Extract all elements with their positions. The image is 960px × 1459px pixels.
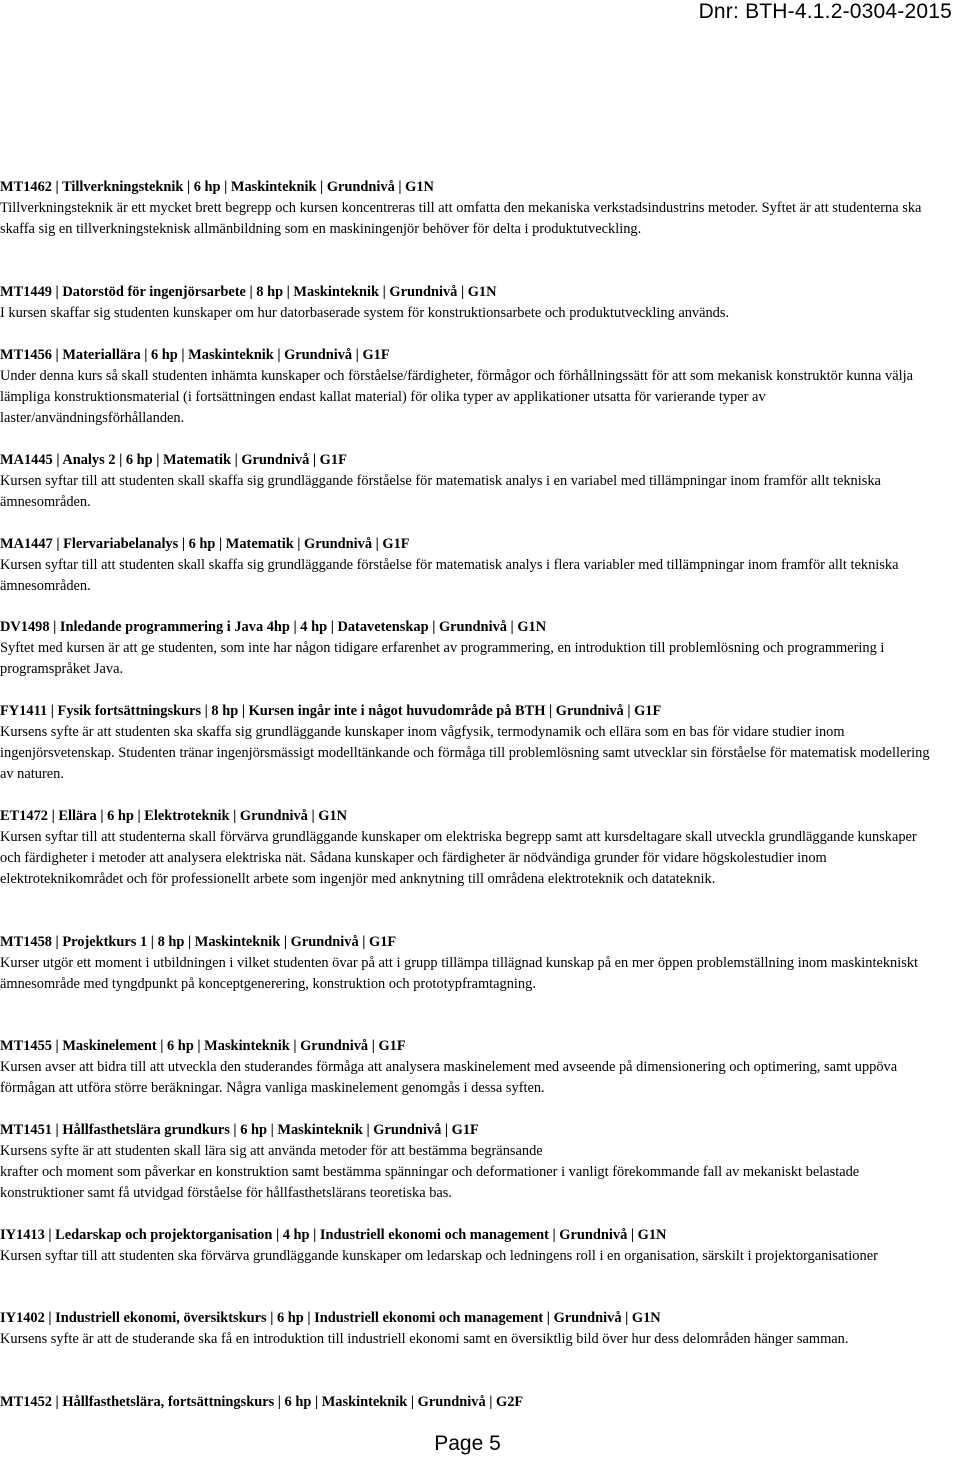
course-entry	[0, 1225, 940, 1267]
course-description: Kursens syfte är att de studerande ska få en introduktion till industriell ekonomi samt en översiktlig bild över hur dess delområden hänger samman.	[0, 1331, 849, 1347]
document-number: Dnr: BTH-4.1.2-0304-2015	[698, 0, 952, 23]
course-title: MT1455 | Maskinelement | 6 hp | Maskinteknik | Grundnivå | G1F	[0, 1038, 406, 1054]
course-title: IY1413 | Ledarskap och projektorganisation | 4 hp | Industriell ekonomi och management | Grundnivå | G1N	[0, 1227, 667, 1243]
course-description: Kursen syftar till att studenten ska förvärva grundläggande kunskaper om ledarskap och ledningens roll i en organisation, särskilt i projektorganisationer	[0, 1248, 878, 1264]
course-entry	[0, 282, 940, 324]
course-description: Kurser utgör ett moment i utbildningen i vilket studenten övar på att i grupp tillämpa tillägnad kunskap på en mer öppen problemställning inom maskintekniskt ämnesområde med tyngdpunkt på konceptgenerering, konstruktion och prototypframtagning.	[0, 955, 919, 992]
course-title: MT1452 | Hållfasthetslära, fortsättningskurs | 6 hp | Maskinteknik | Grundnivå | G2F	[0, 1394, 524, 1410]
course-description: Kursen syftar till att studenten skall skaffa sig grundläggande förståelse för matematisk analys i flera variabler med tillämpningar inom framför allt tekniska ämnesområden.	[0, 557, 899, 594]
course-title: MA1445 | Analys 2 | 6 hp | Matematik | Grundnivå | G1F	[0, 452, 347, 468]
course-entry	[0, 617, 940, 680]
course-entry	[0, 345, 940, 429]
course-entry	[0, 806, 940, 890]
course-description: Kursens syfte är att studenten skall lära sig att använda metoder för att bestämma begränsande krafter och moment som påverkar en konstruktion samt bestämma spänningar och deformationer i vanligt förekommande fall av mekaniskt belastade konstruktioner samt få utvidgad förståelse för hållfasthetslärans teoretiska bas.	[0, 1143, 860, 1201]
course-description: Tillverkningsteknik är ett mycket brett begrepp och kursen koncentreras till att omfatta den mekaniska verkstadsindustrins metoder. Syftet är att studenterna ska skaffa sig en tillverkningsteknisk allmänbildning som en maskiningenjör behöver för delta i produktutveckling.	[0, 200, 922, 237]
course-description: Kursen syftar till att studenterna skall förvärva grundläggande kunskaper om elektriska begrepp samt att kursdeltagare skall utveckla grundläggande kunskaper och färdigheter i metoder att analysera elektriska nät. Sådana kunskaper och färdigheter är nödvändiga grunder för vidare högskolestudier inom elektroteknikområdet och för professionellt arbete som ingenjör med anknytning till områdena elektroteknik och datateknik.	[0, 829, 917, 887]
course-description: Kursen syftar till att studenten skall skaffa sig grundläggande förståelse för matematisk analys i en variabel med tillämpningar inom framför allt tekniska ämnesområden.	[0, 473, 881, 510]
course-entry	[0, 1392, 940, 1413]
course-description: Kursen avser att bidra till att utveckla den studerandes förmåga att analysera maskinelement med avseende på dimensionering och optimering, samt uppöva förmågan att utföra större beräkningar. Några vanliga maskinelement genomgås i dessa syften.	[0, 1059, 898, 1096]
course-entry	[0, 932, 940, 995]
course-title: MT1456 | Materiallära | 6 hp | Maskinteknik | Grundnivå | G1F	[0, 347, 390, 363]
course-title: MT1451 | Hållfasthetslära grundkurs | 6 hp | Maskinteknik | Grundnivå | G1F	[0, 1122, 479, 1138]
course-description: Syftet med kursen är att ge studenten, som inte har någon tidigare erfarenhet av programmering, en introduktion till problemlösning och programmering i programspråket Java.	[0, 640, 885, 677]
course-entry	[0, 701, 940, 785]
course-description: Kursens syfte är att studenten ska skaffa sig grundläggande kunskaper inom vågfysik, termodynamik och ellära som en bas för vidare studier inom ingenjörsvetenskap. Studenten tränar ingenjörsmässigt modelltänkande och förmåga till problemlösning samt utvecklar sin förståelse för matematisk modellering av naturen.	[0, 724, 930, 782]
course-title: FY1411 | Fysik fortsättningskurs | 8 hp | Kursen ingår inte i något huvudområde på BTH | Grundnivå | G1F	[0, 703, 662, 719]
course-title: IY1402 | Industriell ekonomi, översiktskurs | 6 hp | Industriell ekonomi och management | Grundnivå | G1N	[0, 1310, 661, 1326]
course-title: DV1498 | Inledande programmering i Java 4hp | 4 hp | Datavetenskap | Grundnivå | G1N	[0, 619, 547, 635]
course-description: I kursen skaffar sig studenten kunskaper om hur datorbaserade system för konstruktionsarbete och produktutveckling används.	[0, 305, 730, 321]
course-description: Under denna kurs så skall studenten inhämta kunskaper och förståelse/färdigheter, förmågor och förhållningssätt för att som mekanisk konstruktör kunna välja lämpliga konstruktionsmaterial (i fortsättningen endast kallat material) för olika typer av applikationer utsatta för varierande typer av laster/användningsförhållanden.	[0, 368, 913, 426]
course-entry	[0, 1036, 940, 1099]
course-entry	[0, 1120, 940, 1204]
course-title: ET1472 | Ellära | 6 hp | Elektroteknik | Grundnivå | G1N	[0, 808, 348, 824]
course-entry	[0, 534, 940, 597]
course-title: MA1447 | Flervariabelanalys | 6 hp | Matematik | Grundnivå | G1F	[0, 536, 410, 552]
course-title: MT1449 | Datorstöd för ingenjörsarbete | 8 hp | Maskinteknik | Grundnivå | G1N	[0, 284, 497, 300]
page-number: Page 5	[434, 1432, 501, 1455]
course-entry	[0, 450, 940, 513]
course-entry	[0, 177, 940, 240]
course-title: MT1462 | Tillverkningsteknik | 6 hp | Maskinteknik | Grundnivå | G1N	[0, 179, 434, 195]
course-entry	[0, 1308, 940, 1350]
course-title: MT1458 | Projektkurs 1 | 8 hp | Maskinteknik | Grundnivå | G1F	[0, 934, 397, 950]
